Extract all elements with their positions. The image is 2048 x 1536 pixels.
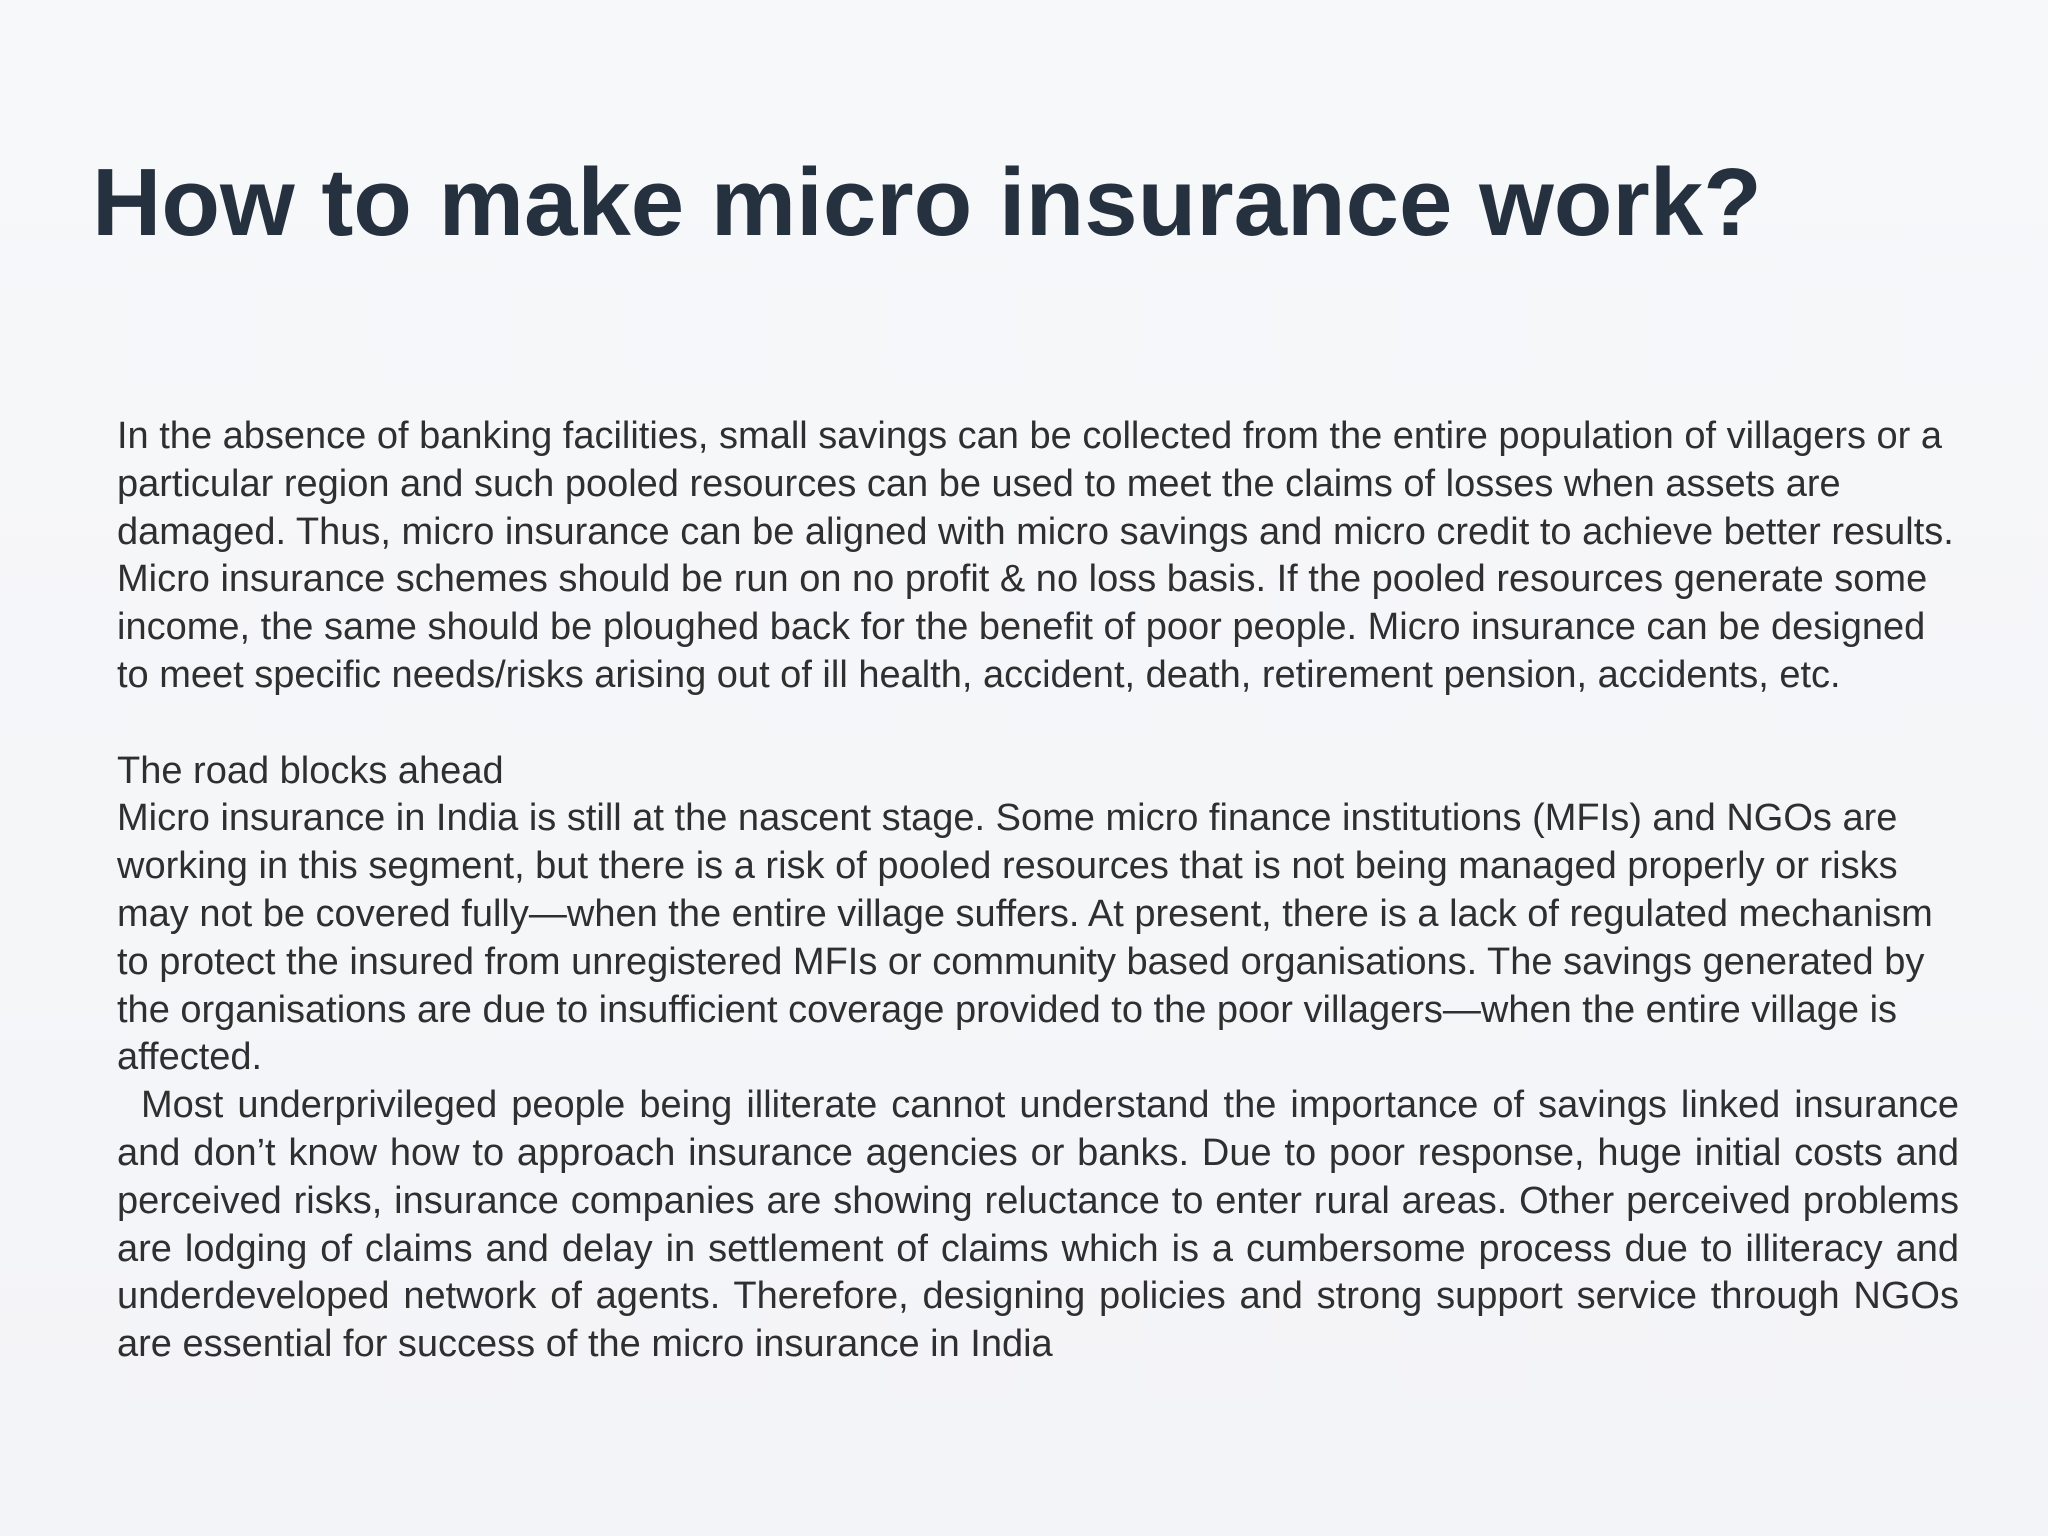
slide-title: How to make micro insurance work? <box>92 149 1762 256</box>
paragraph-spacer <box>117 700 1959 748</box>
intro-paragraph: In the absence of banking facilities, small savings can be collected from the entire population of villagers or a particular region and such pooled resources can be used to meet the claims of losses when assets are damaged. Thus, micro insurance can be aligned with micro savings and micro credit to achieve better results. Micro insurance schemes should be run on no profit & no loss basis. If the pooled resources generate some income, the same should be ploughed back for the benefit of poor people. Micro insurance can be designed to meet specific needs/risks arising out of ill health, accident, death, retirement pension, accidents, etc. <box>117 415 1954 696</box>
closing-paragraph: Most underprivileged people being illiterate cannot understand the importance of savings linked insurance and don’t know how to approach insurance agencies or banks. Due to poor response, huge initial costs and perceived risks, insurance companies are showing reluctance to enter rural areas. Other perceived problems are lodging of claims and delay in settlement of claims which is a cumbersome process due to illiteracy and underdeveloped network of agents. Therefore, designing policies and strong support service through NGOs are essential for success of the micro insurance in India <box>117 1084 1959 1366</box>
slide-body <box>117 413 1959 1369</box>
section-heading: The road blocks ahead <box>117 749 504 792</box>
roadblocks-paragraph: Micro insurance in India is still at the nascent stage. Some micro finance institutions (MFIs) and NGOs are working in this segment, but there is a risk of pooled resources that is not being managed properly or risks may not be covered fully—when the entire village suffers. At present, there is a lack of regulated mechanism to protect the insured from unregistered MFIs or community based organisations. The savings generated by the organisations are due to insufficient coverage provided to the poor villagers—when the entire village is affected. <box>117 797 1933 1079</box>
